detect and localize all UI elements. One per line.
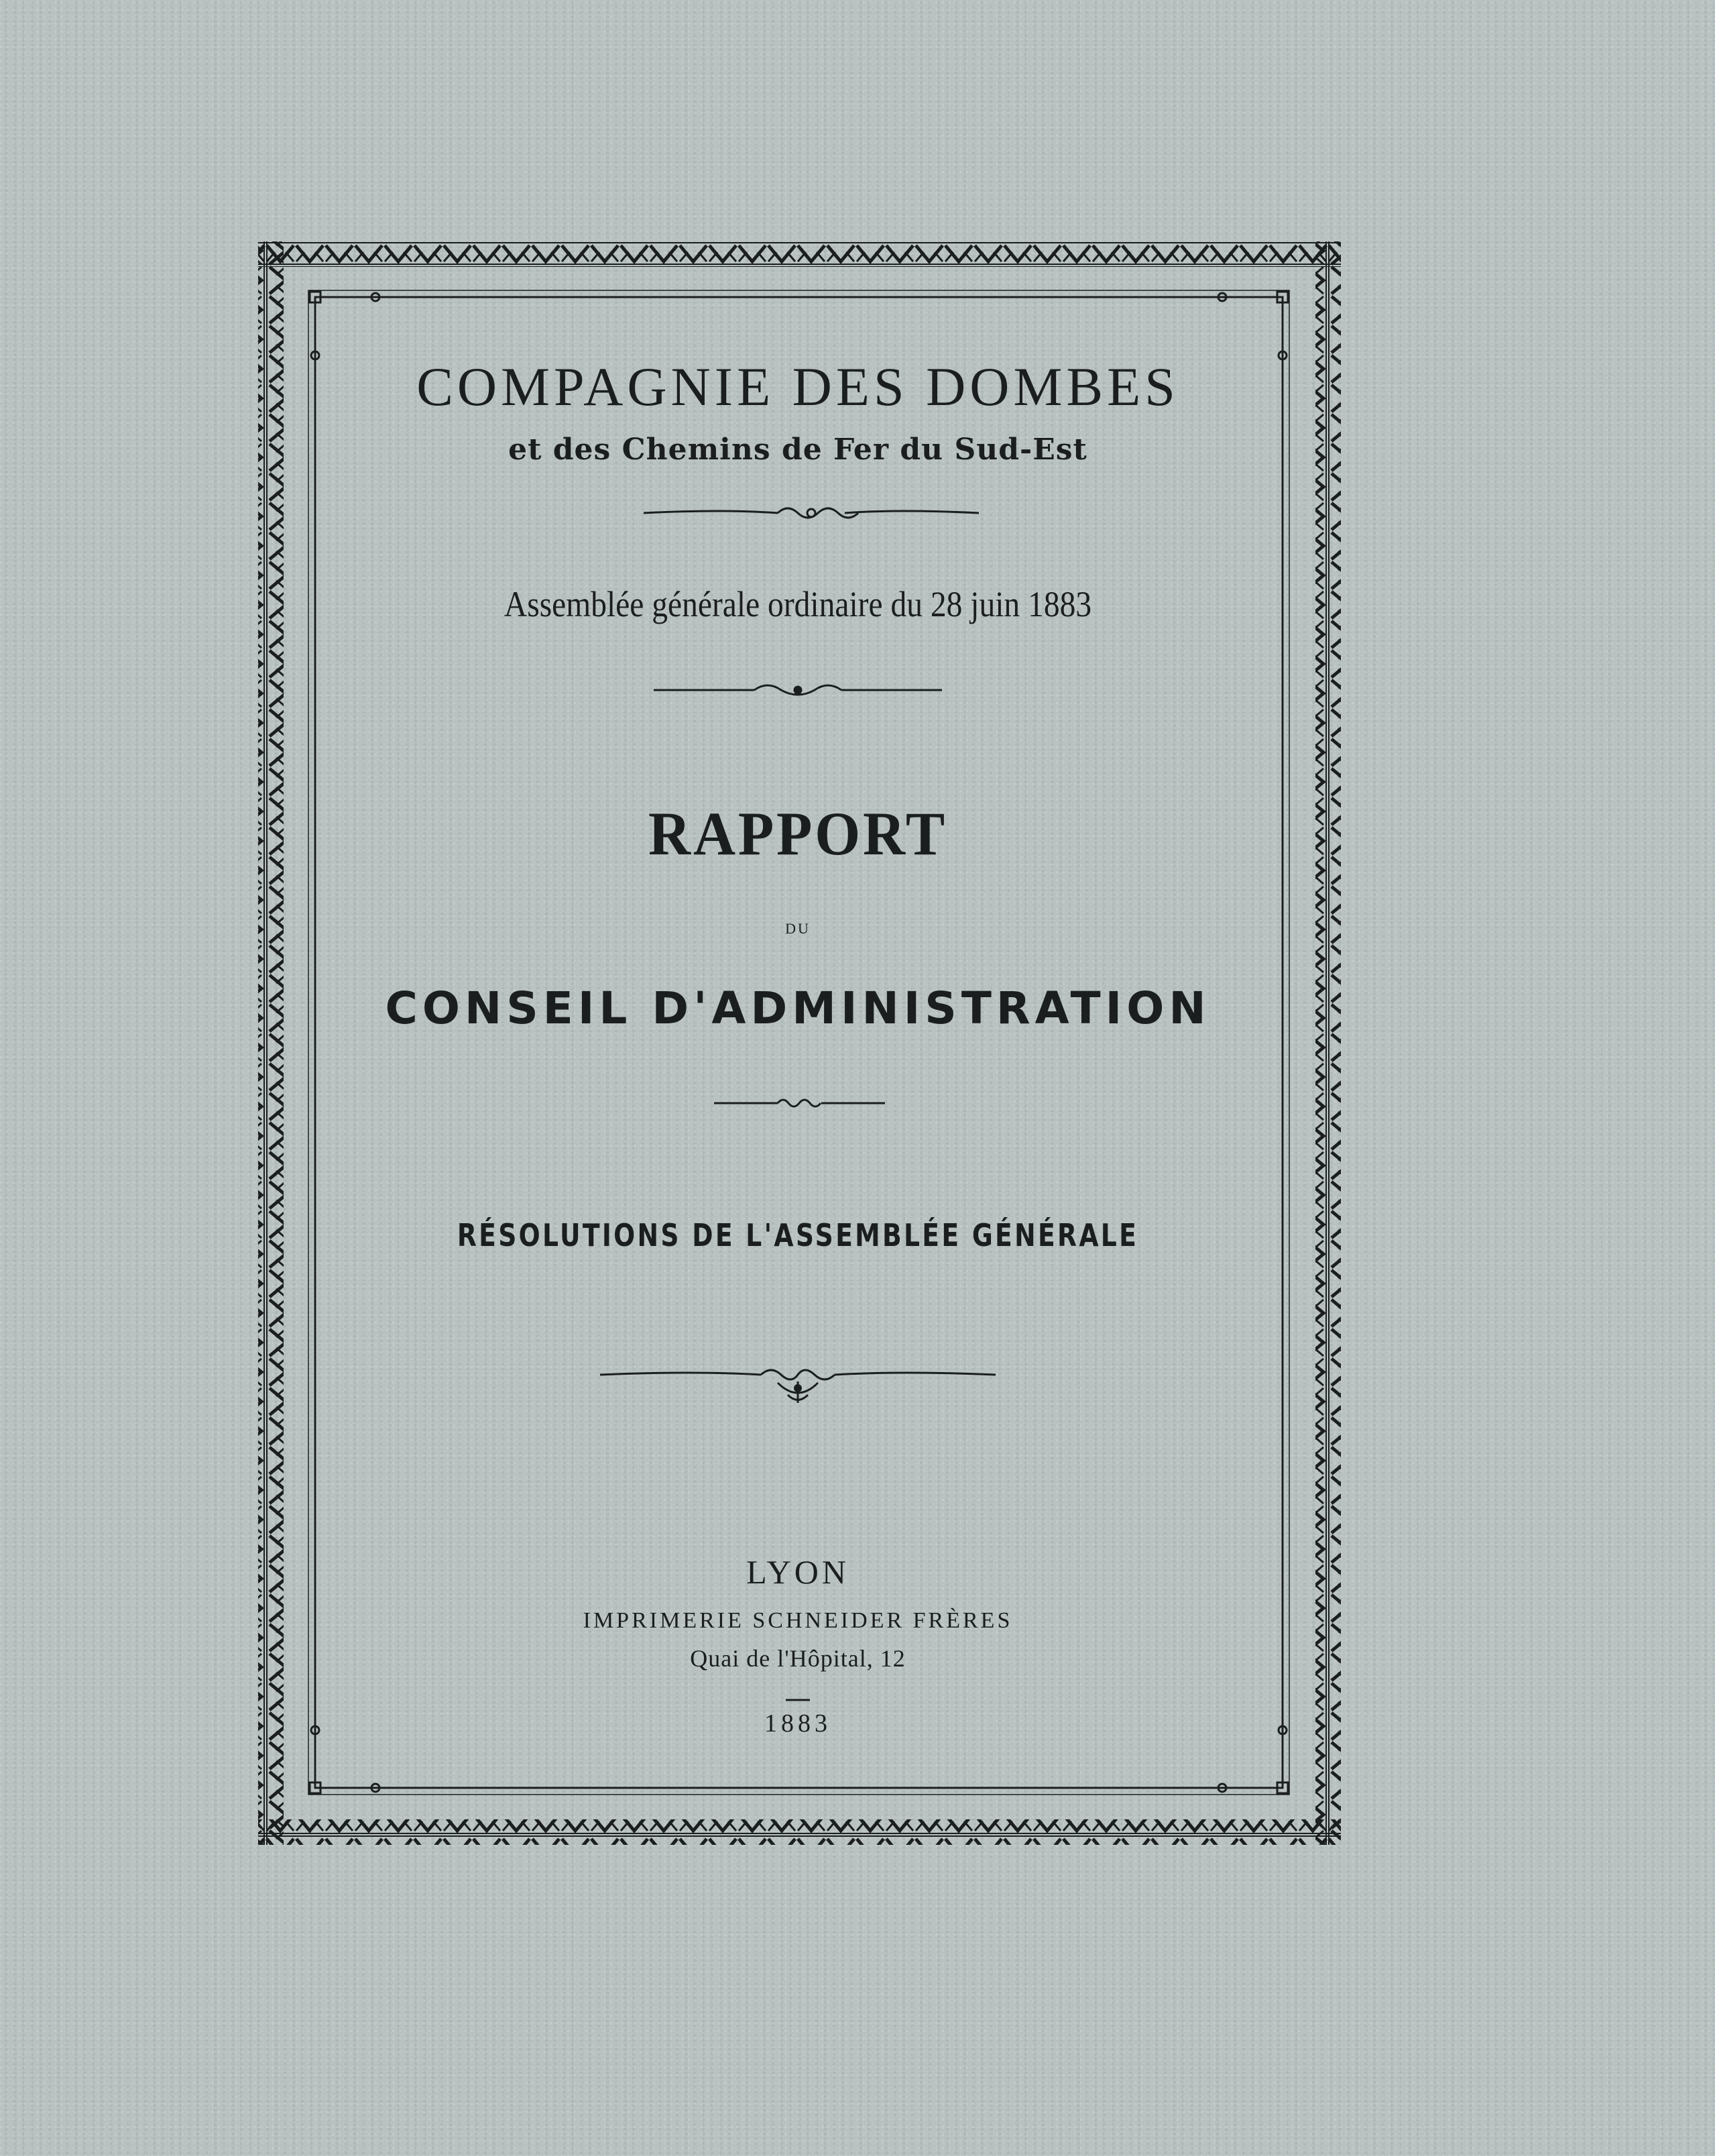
imprint-printer: IMPRIMERIE SCHNEIDER FRÈRES bbox=[583, 1608, 1013, 1633]
report-title: RAPPORT bbox=[648, 799, 947, 868]
imprint-city: LYON bbox=[746, 1553, 849, 1591]
short-rule-divider bbox=[786, 1698, 810, 1702]
report-subject: CONSEIL D'ADMINISTRATION bbox=[385, 982, 1211, 1034]
imprint-address: Quai de l'Hôpital, 12 bbox=[690, 1645, 906, 1672]
flourish-divider-icon bbox=[714, 1093, 885, 1113]
report-connector: DU bbox=[785, 920, 811, 937]
flourish-divider-icon bbox=[654, 679, 942, 701]
assembly-date-line: Assemblée générale ordinaire du 28 juin 1883 bbox=[504, 584, 1092, 624]
fleuron-ornament-icon bbox=[600, 1361, 996, 1415]
company-name: COMPAGNIE DES DOMBES bbox=[416, 356, 1179, 417]
imprint-year: 1883 bbox=[764, 1709, 831, 1738]
company-subtitle: et des Chemins de Fer du Sud-Est bbox=[508, 433, 1087, 467]
resolutions-heading: RÉSOLUTIONS DE L'ASSEMBLÉE GÉNÉRALE bbox=[457, 1217, 1139, 1253]
flourish-divider-icon bbox=[644, 500, 979, 526]
